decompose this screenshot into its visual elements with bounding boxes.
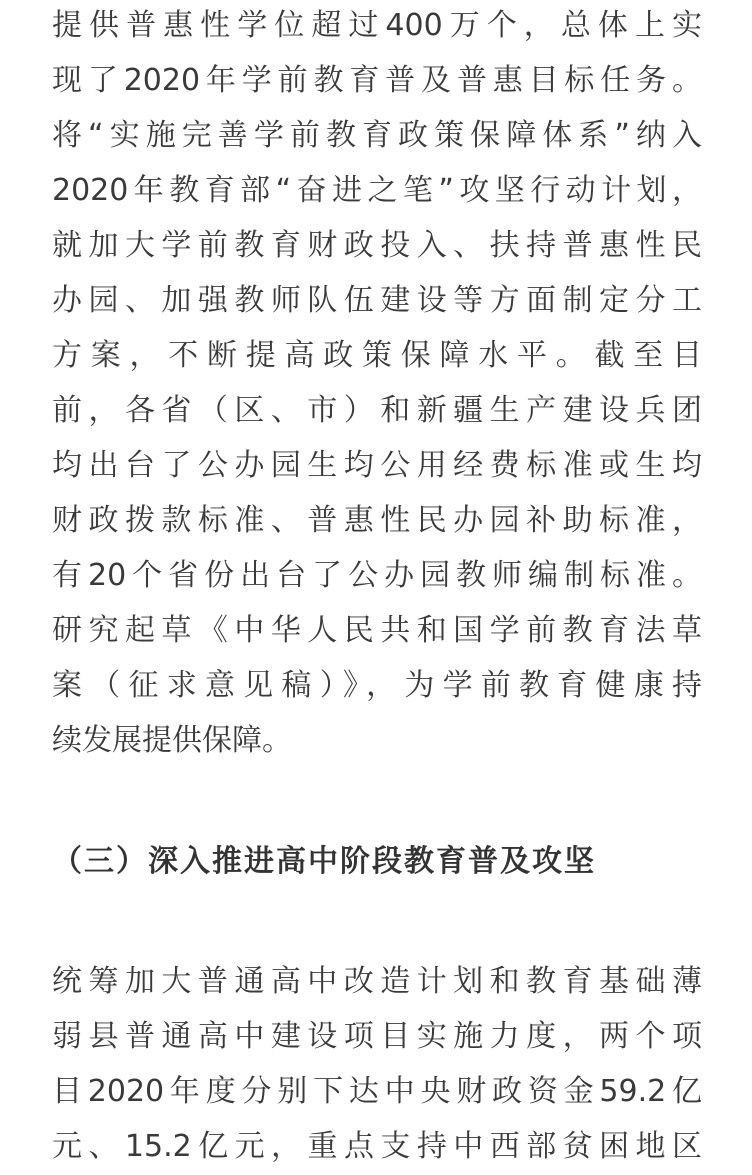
- paragraph-1-line-6: 办园、加强教师队伍建设等方面制定分工: [52, 283, 702, 318]
- paragraph-1-line-10: 财政拨款标准、普惠性民办园补助标准，: [52, 503, 702, 538]
- paragraph-1-line-14: 续发展提供保障。: [52, 723, 292, 758]
- paragraph-1-line-13: 案（征求意见稿）》，为学前教育健康持: [52, 668, 702, 703]
- paragraph-1-line-12: 研究起草《中华人民共和国学前教育法草: [52, 613, 702, 648]
- paragraph-1-line-7: 方案，不断提高政策保障水平。截至目: [52, 338, 702, 373]
- section-heading: （三）深入推进高中阶段教育普及攻坚: [52, 844, 596, 879]
- paragraph-1-line-1: 提供普惠性学位超过400万个，总体上实: [52, 8, 702, 43]
- paragraph-1-line-4: 2020年教育部“奋进之笔”攻坚行动计划，: [52, 173, 702, 208]
- paragraph-2-line-2: 弱县普通高中建设项目实施力度，两个项: [52, 1019, 702, 1054]
- paragraph-1-line-11: 有20个省份出台了公办园教师编制标准。: [52, 558, 702, 593]
- paragraph-1-line-3: 将“实施完善学前教育政策保障体系”纳入: [52, 118, 702, 153]
- paragraph-1-line-9: 均出台了公办园生均公用经费标准或生均: [52, 448, 702, 483]
- paragraph-2-line-3: 目2020年度分别下达中央财政资金59.2亿: [52, 1074, 702, 1109]
- paragraph-2-line-1: 统筹加大普通高中改造计划和教育基础薄: [52, 964, 702, 999]
- paragraph-1-line-2: 现了2020年学前教育普及普惠目标任务。: [52, 63, 702, 98]
- paragraph-2-line-4: 元、15.2亿元，重点支持中西部贫困地区: [52, 1129, 702, 1164]
- paragraph-1-line-8: 前，各省（区、市）和新疆生产建设兵团: [52, 393, 702, 428]
- paragraph-1-line-5: 就加大学前教育财政投入、扶持普惠性民: [52, 228, 702, 263]
